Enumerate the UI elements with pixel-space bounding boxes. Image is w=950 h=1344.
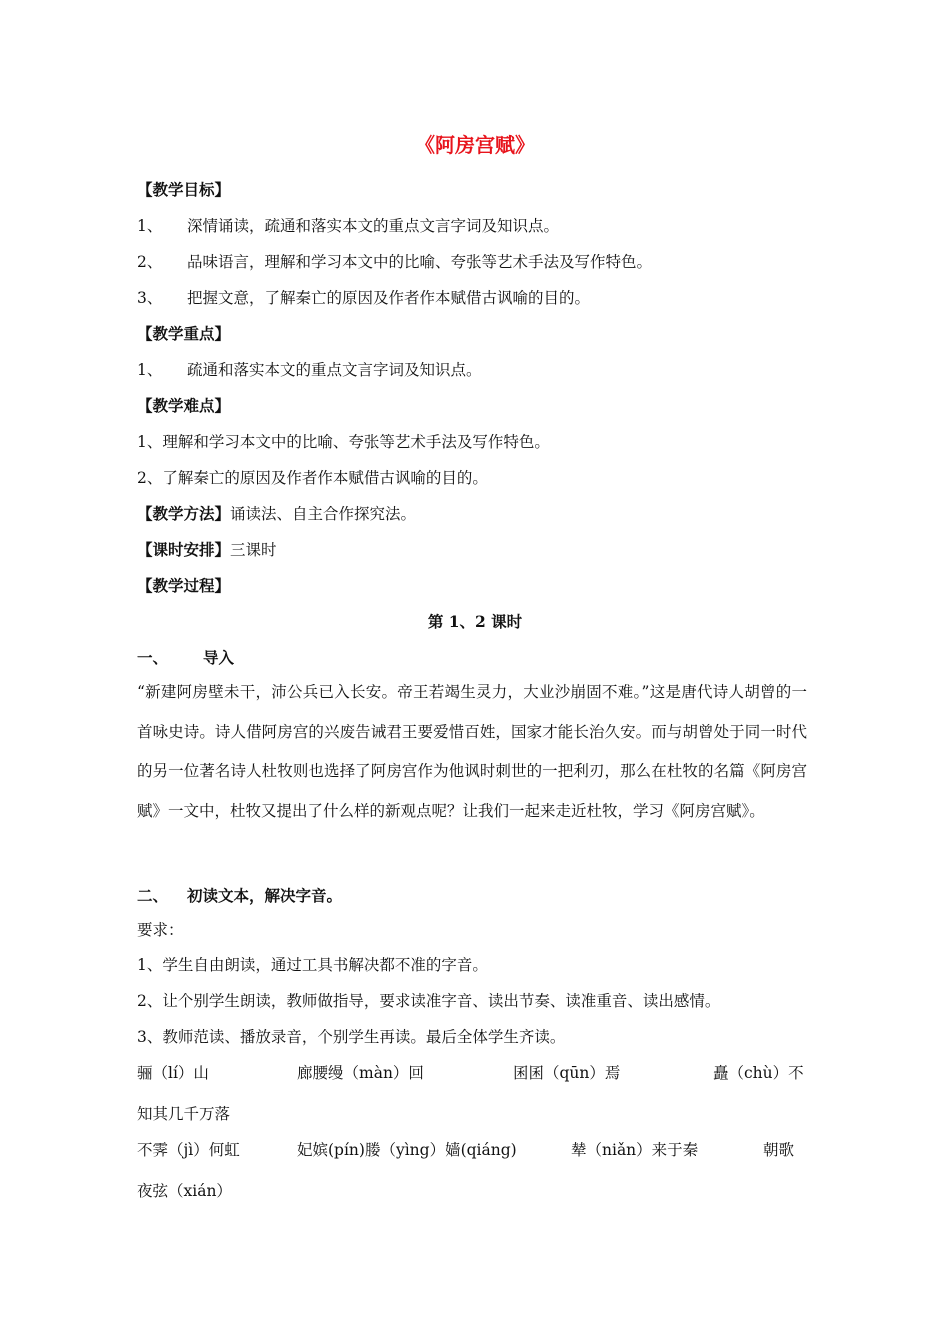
requirement-item: 3、教师范读、播放录音，个别学生再读。最后全体学生齐读。: [137, 1028, 566, 1046]
goal-text: 把握文意，了解秦亡的原因及作者作本赋借古讽喻的目的。: [187, 289, 591, 307]
goal-num: 2、: [137, 253, 163, 271]
focus-text: 疏通和落实本文的重点文言字词及知识点。: [187, 361, 482, 379]
schedule-heading: 【课时安排】: [137, 540, 231, 559]
goal-item: [137, 252, 652, 272]
schedule-line: [137, 540, 277, 560]
focus-num: 1、: [137, 361, 163, 379]
method-text: 诵读法、自主合作探究法。: [230, 505, 417, 523]
goal-num: 3、: [137, 289, 163, 307]
document-title: 《阿房宫赋》: [415, 133, 535, 157]
pinyin-entry: 朝歌: [763, 1141, 795, 1159]
requirement-label: 要求：: [137, 921, 184, 939]
difficulty-item: 1、理解和学习本文中的比喻、夸张等艺术手法及写作特色。: [137, 433, 550, 451]
section2-heading: [137, 886, 342, 906]
goals-heading: 【教学目标】: [137, 180, 231, 199]
section1-num: 一、: [137, 648, 169, 667]
schedule-text: 三课时: [230, 541, 277, 559]
goal-item: [137, 216, 559, 236]
method-heading: 【教学方法】: [137, 504, 231, 523]
session-heading: 第 1、2 课时: [427, 612, 523, 631]
method-line: [137, 504, 416, 524]
section2-title: 初读文本，解决字音。: [187, 886, 343, 905]
goal-text: 品味语言，理解和学习本文中的比喻、夸张等艺术手法及写作特色。: [187, 253, 653, 271]
pinyin-entry: 辇（niǎn）来于秦: [571, 1141, 699, 1159]
requirement-item: 1、学生自由朗读，通过工具书解决都不准的字音。: [137, 956, 488, 974]
goal-num: 1、: [137, 217, 163, 235]
section1-title: 导入: [203, 648, 235, 667]
pinyin-entry: 不霁（jì）何虹: [137, 1141, 240, 1159]
focus-item: [137, 360, 482, 380]
section2-num: 二、: [137, 886, 169, 905]
focus-heading: 【教学重点】: [137, 324, 231, 343]
difficulty-heading: 【教学难点】: [137, 396, 231, 415]
pinyin-entry: 囷囷（qūn）焉: [513, 1064, 621, 1082]
pinyin-entry: 骊（lí）山: [137, 1064, 209, 1082]
requirement-item: 2、让个别学生朗读，教师做指导，要求读准字音、读出节奏、读准重音、读出感情。: [137, 992, 721, 1010]
pinyin-entry: 矗（chù）不: [713, 1064, 804, 1082]
process-heading: 【教学过程】: [137, 576, 231, 595]
pinyin-entry: 妃嫔(pín)媵（yìng）嫱(qiáng): [297, 1141, 517, 1159]
pinyin-entry-continued: 夜弦（xián）: [137, 1182, 232, 1200]
difficulty-item: 2、了解秦亡的原因及作者作本赋借古讽喻的目的。: [137, 469, 488, 487]
section1-heading: [137, 648, 234, 668]
goal-item: [137, 288, 590, 308]
intro-paragraph: “新建阿房壁未干，沛公兵已入长安。帝王若竭生灵力，大业沙崩固不难。”这是唐代诗人胡曾的一首咏史诗。诗人借阿房宫的兴废告诫君王要爱惜百姓，国家才能长治久安。而与胡曾处于同一时代的另一位著名诗人杜牧则也选择了阿房宫作为他讽时刺世的一把利刃，那么在杜牧的名篇《阿房宫赋》一文中，杜牧又提出了什么样的新观点呢？让我们一起来走近杜牧，学习《阿房宫赋》。: [137, 683, 807, 820]
goal-text: 深情诵读，疏通和落实本文的重点文言字词及知识点。: [187, 217, 560, 235]
pinyin-entry: 廊腰缦（màn）回: [297, 1064, 424, 1082]
pinyin-entry-continued: 知其几千万落: [137, 1105, 231, 1123]
